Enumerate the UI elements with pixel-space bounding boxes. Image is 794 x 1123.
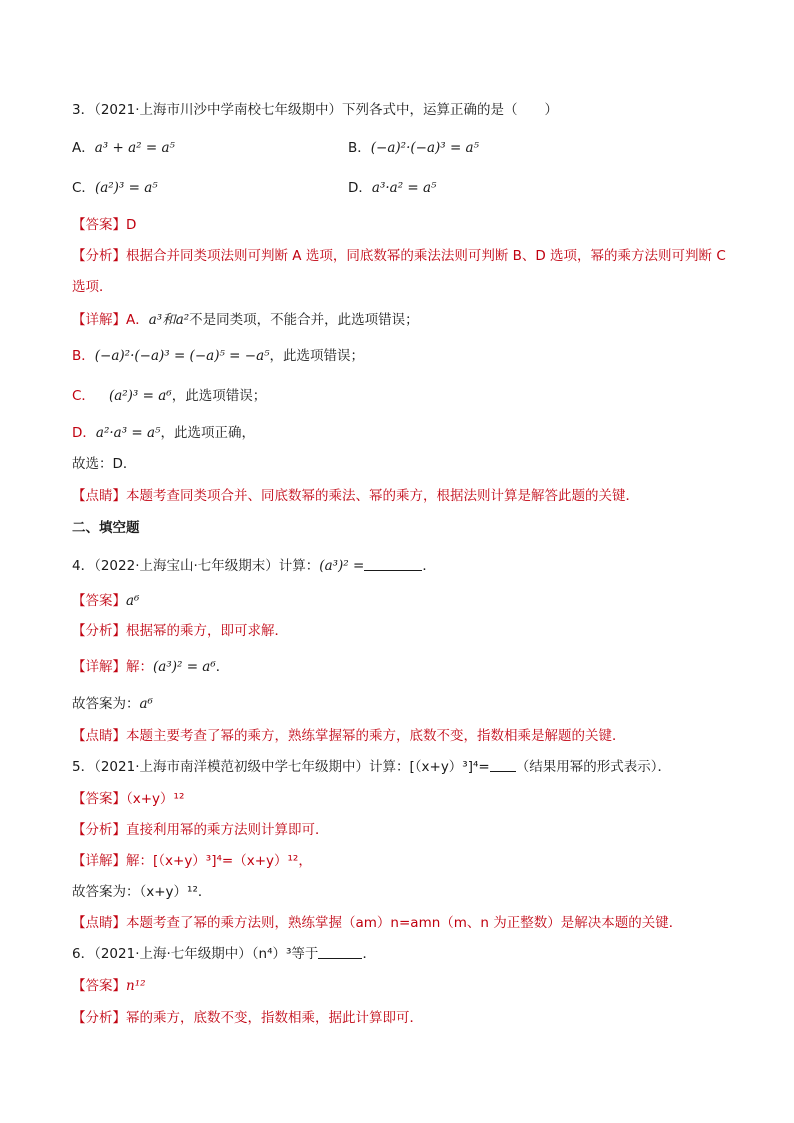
option-c-expr: (a²)³ = a⁵ bbox=[94, 180, 158, 196]
q6-answer-blank bbox=[318, 946, 362, 959]
q5-detail bbox=[72, 851, 312, 871]
q3-option-b bbox=[348, 138, 479, 158]
option-d-label: D． bbox=[348, 180, 372, 196]
q4-conclusion bbox=[72, 694, 153, 714]
answer-tag: 【答案】 bbox=[72, 791, 126, 807]
q4-source: （2022·上海宝山·七年级期末） bbox=[94, 558, 279, 574]
comment-tag: 【点睛】 bbox=[72, 488, 126, 504]
q3-detail-b bbox=[72, 346, 364, 366]
q6-end: ． bbox=[362, 946, 376, 962]
analysis-text-cont: 选项． bbox=[72, 279, 113, 295]
analysis-text: 直接利用幂的乘方法则计算即可． bbox=[126, 822, 329, 838]
comment-text: 本题考查了幂的乘方法则，熟练掌握（am）n=amn（m、n 为正整数）是解决本题的关键． bbox=[126, 915, 683, 931]
detail-tag: 【详解】 bbox=[72, 312, 126, 328]
answer-value: D bbox=[126, 217, 137, 233]
q3-option-a bbox=[72, 138, 175, 158]
answer-tag: 【答案】 bbox=[72, 593, 126, 609]
detail-prefix: 解： bbox=[126, 659, 153, 675]
detail-a-expr: a³和a² bbox=[148, 312, 190, 328]
detail-a-label: A． bbox=[126, 312, 149, 328]
q4-stem: 计算： bbox=[278, 558, 320, 574]
detail-end: ． bbox=[215, 659, 230, 675]
detail-b-label: B． bbox=[72, 348, 95, 364]
detail-d-expr: a²·a³ = a⁵ bbox=[95, 425, 161, 441]
option-b-label: B． bbox=[348, 140, 371, 156]
conclusion-expr: a⁶ bbox=[139, 696, 153, 712]
detail-expr: (a³)² = a⁶ bbox=[153, 659, 216, 675]
section-title: 二、填空题 bbox=[72, 520, 140, 536]
answer-value: n¹² bbox=[126, 978, 146, 994]
q3-detail-c bbox=[72, 386, 266, 406]
analysis-tag: 【分析】 bbox=[72, 822, 126, 838]
option-b-expr: (−a)²·(−a)³ = a⁵ bbox=[370, 140, 480, 156]
comment-text: 本题考查同类项合并、同底数幂的乘法、幂的乘方，根据法则计算是解答此题的关键． bbox=[126, 488, 639, 504]
q3-analysis-line-2 bbox=[72, 277, 113, 297]
option-c-label: C． bbox=[72, 180, 95, 196]
q3-answer bbox=[72, 215, 136, 235]
q3-stem: 下列各式中，运算正确的是（ ） bbox=[342, 102, 558, 118]
q6-stem: （n⁴）³等于 bbox=[251, 946, 319, 962]
comment-text: 本题主要考查了幂的乘方，熟练掌握幂的乘方，底数不变，指数相乘是解题的关键． bbox=[126, 728, 626, 744]
q4-number: 4． bbox=[72, 558, 95, 574]
q5-source: （2021·上海市南洋模范初级中学七年级期中） bbox=[94, 759, 369, 775]
q6-analysis bbox=[72, 1008, 423, 1028]
q6-answer bbox=[72, 976, 146, 996]
comment-tag: 【点睛】 bbox=[72, 728, 126, 744]
detail-d-label: D． bbox=[72, 425, 96, 441]
option-d-expr: a³·a² = a⁵ bbox=[371, 180, 437, 196]
detail-c-expr: (a²)³ = a⁶ bbox=[108, 388, 172, 404]
analysis-tag: 【分析】 bbox=[72, 248, 126, 264]
q4-end: ． bbox=[422, 558, 436, 574]
q4-expr: (a³)² = bbox=[319, 558, 365, 574]
q5-comment bbox=[72, 913, 682, 933]
q4-analysis bbox=[72, 621, 288, 641]
q3-stem-line bbox=[72, 100, 558, 120]
detail-d-text: ，此选项正确， bbox=[160, 425, 255, 441]
q4-answer-blank bbox=[364, 558, 422, 571]
detail-text: 解：[（x+y）³]⁴=（x+y）¹²， bbox=[126, 853, 312, 869]
q5-number: 5． bbox=[72, 759, 95, 775]
q5-stem-end: （结果用幂的形式表示）． bbox=[515, 759, 671, 775]
q5-conclusion bbox=[72, 882, 211, 902]
q5-stem: 计算：[（x+y）³]⁴= bbox=[369, 759, 490, 775]
q6-number: 6． bbox=[72, 946, 95, 962]
q4-comment bbox=[72, 726, 626, 746]
q4-detail bbox=[72, 657, 229, 677]
comment-tag: 【点睛】 bbox=[72, 915, 126, 931]
answer-value: （x+y）¹² bbox=[126, 791, 185, 807]
q5-analysis bbox=[72, 820, 329, 840]
analysis-text: 根据幂的乘方，即可求解． bbox=[126, 623, 288, 639]
conclusion-prefix: 故答案为： bbox=[72, 696, 140, 712]
q3-analysis-line-1 bbox=[72, 246, 726, 266]
detail-c-text: ，此选项错误； bbox=[171, 388, 267, 404]
q3-detail-a bbox=[72, 310, 419, 330]
detail-tag: 【详解】 bbox=[72, 853, 126, 869]
detail-a-text: 不是同类项，不能合并，此选项错误； bbox=[189, 312, 419, 328]
q3-comment bbox=[72, 486, 639, 506]
q4-stem-line bbox=[72, 556, 436, 576]
q5-answer-blank bbox=[490, 759, 516, 772]
analysis-text: 幂的乘方，底数不变，指数相乘，据此计算即可． bbox=[126, 1010, 423, 1026]
option-a-label: A． bbox=[72, 140, 95, 156]
q3-option-c bbox=[72, 178, 158, 198]
q3-option-d bbox=[348, 178, 436, 198]
detail-tag: 【详解】 bbox=[72, 659, 126, 675]
q6-stem-line bbox=[72, 944, 376, 964]
option-a-expr: a³ + a² = a⁵ bbox=[94, 140, 175, 156]
q3-source: （2021·上海市川沙中学南校七年级期中） bbox=[94, 102, 342, 118]
q3-conclusion bbox=[72, 454, 136, 474]
q3-number: 3． bbox=[72, 102, 95, 118]
answer-tag: 【答案】 bbox=[72, 217, 126, 233]
analysis-text: 根据合并同类项法则可判断 A 选项，同底数幂的乘法法则可判断 B、D 选项，幂的乘方法则可判断 C bbox=[126, 248, 726, 264]
q3-detail-d bbox=[72, 423, 255, 443]
detail-c-label: C． bbox=[72, 388, 95, 404]
q5-answer bbox=[72, 789, 184, 809]
answer-tag: 【答案】 bbox=[72, 978, 126, 994]
conclusion-text: 故答案为：（x+y）¹²． bbox=[72, 884, 212, 900]
q6-source: （2021·上海·七年级期中） bbox=[94, 946, 252, 962]
detail-b-expr: (−a)²·(−a)³ = (−a)⁵ = −a⁵ bbox=[94, 348, 270, 364]
conclusion-text: 故选：D． bbox=[72, 456, 137, 472]
answer-value: a⁶ bbox=[126, 593, 140, 609]
detail-b-text: ，此选项错误； bbox=[269, 348, 365, 364]
analysis-tag: 【分析】 bbox=[72, 1010, 126, 1026]
analysis-tag: 【分析】 bbox=[72, 623, 126, 639]
q5-stem-line bbox=[72, 757, 671, 777]
q4-answer bbox=[72, 591, 139, 611]
